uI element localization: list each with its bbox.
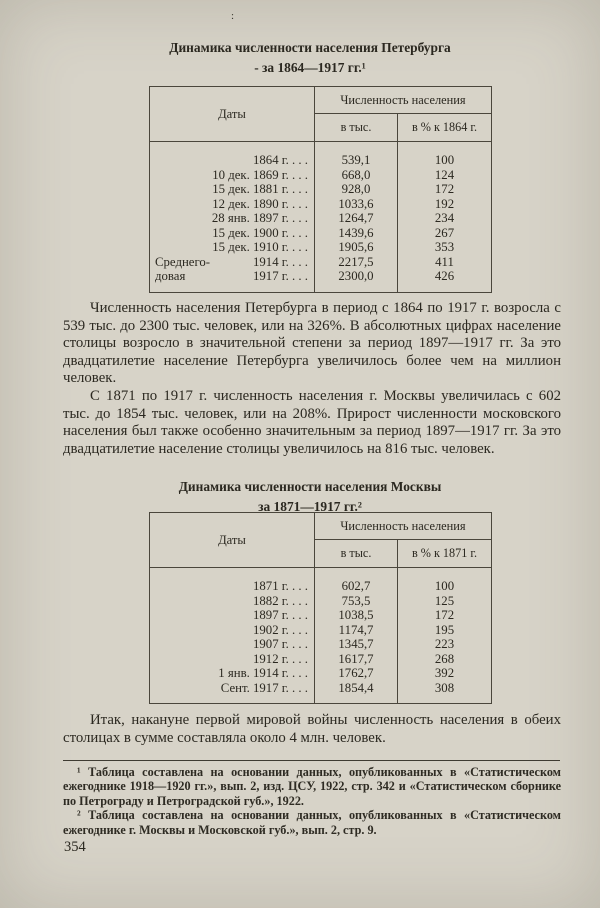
table-row	[150, 637, 491, 652]
table-row	[150, 269, 491, 284]
percent-cell: 192	[434, 196, 455, 211]
thousands-cell: 1038,5	[315, 608, 398, 623]
footnote-separator-rule	[63, 760, 560, 761]
thousands-cell: 1345,7	[315, 637, 398, 652]
percent-cell: 172	[434, 182, 455, 196]
percent-cell: 100	[434, 153, 455, 167]
thousands-cell: 602,7	[315, 579, 398, 594]
date-label: 1902 г. . . .	[253, 622, 308, 637]
thousands-cell: 753,5	[315, 594, 398, 609]
petersburg-title-line2: - за 1864—1917 гг.¹	[254, 60, 366, 76]
date-label: 1882 г. . . .	[253, 593, 308, 608]
table-row	[150, 182, 491, 197]
date-label: Сент. 1917 г. . . .	[220, 680, 308, 695]
date-label: 1912 г. . . .	[253, 651, 308, 666]
date-cell	[150, 269, 315, 284]
table-row	[150, 594, 491, 609]
table-spacer	[150, 142, 491, 153]
percent-cell: 308	[434, 680, 455, 695]
percent-column-header: в % к 1871 г.	[411, 546, 478, 560]
group-header: Численность населения	[315, 87, 491, 114]
paragraph-moscow-growth: С 1871 по 1917 г. численность населения г. Москвы увеличилась с 602 тыс. до 1854 тыс. человек, или на 208%. Прирост численности московского населения был также особенно значительным за период 1897—1917 гг. За это двадцатилетие население столицы увеличилось на 816 тыс. человек.	[63, 387, 561, 457]
date-prefix: довая	[155, 269, 186, 283]
table-row	[150, 153, 491, 168]
moscow-population-table	[149, 512, 492, 704]
date-cell	[150, 652, 315, 667]
moscow-title-line2: за 1871—1917 гг.²	[258, 499, 362, 515]
table-row	[150, 666, 491, 681]
date-cell	[150, 240, 315, 255]
date-cell	[150, 594, 315, 609]
paragraph-conclusion: Итак, накануне первой мировой войны численность населения в обеих столицах в сумме составляла около 4 млн. человек.	[63, 712, 561, 746]
table-row	[150, 197, 491, 212]
dates-column-header: Даты	[150, 87, 315, 141]
table-row	[150, 623, 491, 638]
footnote-1: ¹ Таблица составлена на основании данных, опубликованных в «Статистическом ежегоднике 1918—1920 гг.», вып. 2, изд. ЦСУ, 1922, стр. 342 и «Статистическом сборнике по Петрограду и Петроградской губ.», 1922.	[63, 765, 561, 808]
footnotes	[63, 765, 561, 837]
population-column-group	[315, 87, 491, 141]
date-label: 15 дек. 1910 г. . . .	[212, 240, 308, 254]
date-label: 10 дек. 1869 г. . . .	[212, 167, 308, 182]
thousands-cell: 2300,0	[315, 269, 398, 284]
date-label: 15 дек. 1881 г. . . .	[212, 182, 308, 196]
percent-cell: 195	[434, 622, 455, 637]
table-header	[150, 87, 491, 142]
table-spacer	[150, 695, 491, 703]
percent-column-header: в % к 1864 г.	[411, 120, 478, 134]
table-row	[150, 579, 491, 594]
dates-column-header: Даты	[150, 513, 315, 567]
thousands-cell: 668,0	[315, 168, 398, 183]
table-row	[150, 168, 491, 183]
date-cell	[150, 168, 315, 183]
thousands-cell: 1264,7	[315, 211, 398, 226]
percent-cell: 124	[434, 167, 455, 182]
date-cell	[150, 153, 315, 168]
percent-cell: 234	[434, 211, 455, 225]
date-prefix: Среднего-	[155, 254, 211, 269]
percent-cell: 100	[434, 579, 455, 593]
petersburg-table-title	[90, 38, 530, 78]
page-number: 354	[64, 839, 86, 855]
table-spacer	[150, 284, 491, 292]
thousands-column-header: в тыс.	[315, 114, 398, 141]
percent-cell: 267	[434, 225, 455, 240]
percent-cell: 426	[434, 269, 455, 283]
thousands-cell: 1617,7	[315, 652, 398, 667]
thousands-column-header: в тыс.	[315, 540, 398, 567]
percent-cell: 172	[434, 608, 455, 622]
date-label: 28 янв. 1897 г. . . .	[211, 211, 308, 225]
petersburg-title-line1: Динамика численности населения Петербурга	[169, 40, 451, 55]
date-cell	[150, 226, 315, 241]
date-cell	[150, 608, 315, 623]
table-row	[150, 681, 491, 696]
table-row	[150, 608, 491, 623]
table-header	[150, 513, 491, 568]
date-label: 12 дек. 1890 г. . . .	[212, 196, 308, 211]
table-row	[150, 226, 491, 241]
percent-cell: 268	[434, 651, 455, 666]
date-label: 15 дек. 1900 г. . . .	[212, 225, 308, 240]
population-column-group	[315, 513, 491, 567]
date-label: 1917 г. . . .	[253, 269, 308, 283]
date-cell	[150, 637, 315, 652]
table-row	[150, 240, 491, 255]
date-label: 1914 г. . . .	[253, 254, 308, 269]
date-label: 1 янв. 1914 г. . . .	[218, 666, 308, 680]
thousands-cell: 1033,6	[315, 197, 398, 212]
date-cell	[150, 681, 315, 696]
percent-cell: 223	[434, 637, 455, 651]
thousands-cell: 928,0	[315, 182, 398, 197]
date-cell	[150, 255, 315, 270]
thousands-cell: 1174,7	[315, 623, 398, 638]
footnote-2: ² Таблица составлена на основании данных, опубликованных в «Статистическом ежегоднике г. Москвы и Московской губ.», вып. 2, стр. 9.	[63, 808, 561, 837]
date-cell	[150, 623, 315, 638]
thousands-cell: 1905,6	[315, 240, 398, 255]
body-paragraphs	[63, 300, 561, 458]
thousands-cell: 1762,7	[315, 666, 398, 681]
date-label: 1907 г. . . .	[253, 637, 308, 651]
date-cell	[150, 197, 315, 212]
thousands-cell: 1439,6	[315, 226, 398, 241]
date-cell	[150, 579, 315, 594]
date-cell	[150, 666, 315, 681]
table-row	[150, 211, 491, 226]
date-label: 1897 г. . . .	[253, 608, 308, 622]
date-label: 1864 г. . . .	[253, 153, 308, 167]
table-row	[150, 652, 491, 667]
percent-cell: 125	[434, 593, 455, 608]
sub-header-row	[315, 540, 491, 567]
scan-artifact-mark: :	[231, 10, 235, 22]
date-label: 1871 г. . . .	[253, 579, 308, 593]
thousands-cell: 539,1	[315, 153, 398, 168]
table-row	[150, 255, 491, 270]
sub-header-row	[315, 114, 491, 141]
thousands-cell: 2217,5	[315, 255, 398, 270]
thousands-cell: 1854,4	[315, 681, 398, 696]
petersburg-population-table	[149, 86, 492, 293]
table-spacer	[150, 568, 491, 579]
date-cell	[150, 211, 315, 226]
percent-cell: 353	[434, 240, 455, 254]
moscow-title-line1: Динамика численности населения Москвы	[178, 479, 442, 494]
percent-cell: 411	[435, 254, 454, 269]
group-header: Численность населения	[315, 513, 491, 540]
closing-paragraph-block	[63, 712, 561, 747]
paragraph-petersburg-growth: Численность населения Петербурга в период с 1864 по 1917 г. возросла с 539 тыс. до 2300 тыс. человек, или на 326%. В абсолютных цифрах население столицы возросло в значительной степени за период 1897—1917 гг. За это двадцатилетие население Петербурга увеличилось более чем на миллион человек.	[63, 300, 561, 387]
date-cell	[150, 182, 315, 197]
percent-cell: 392	[434, 666, 455, 680]
